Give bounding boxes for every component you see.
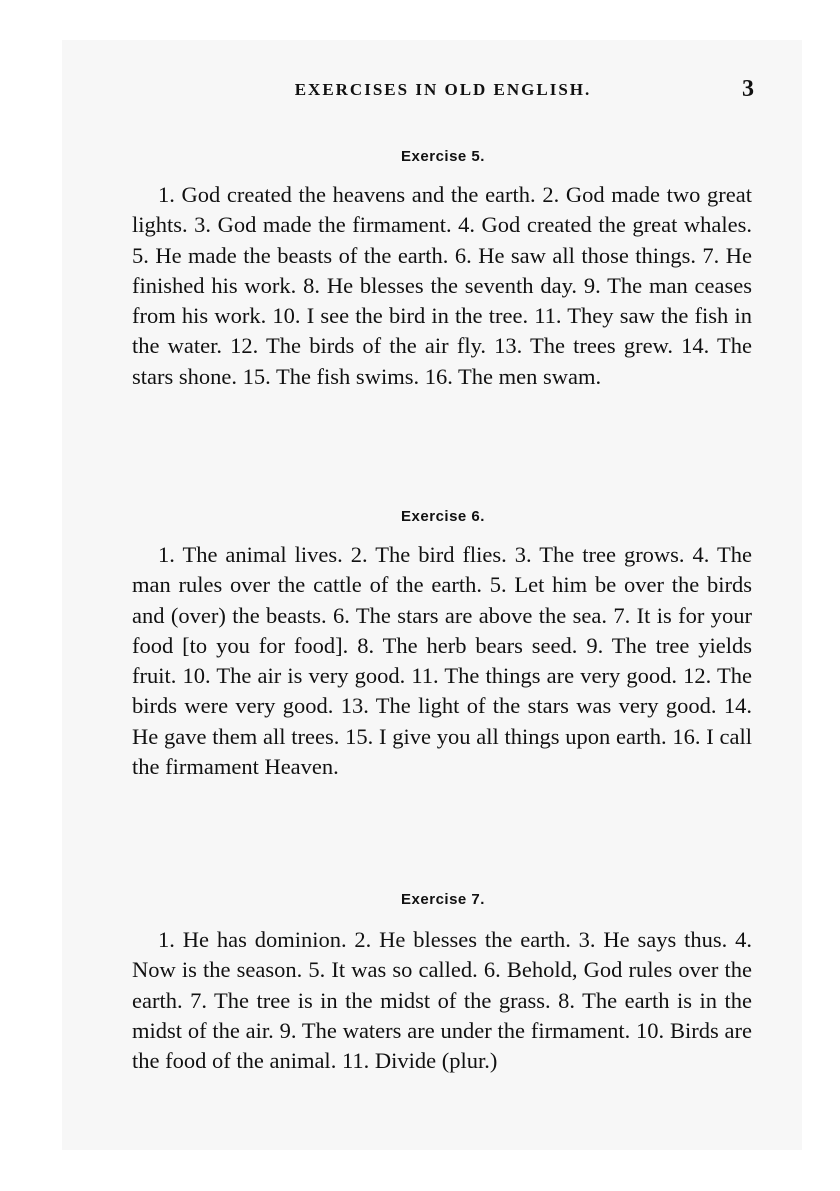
running-title: EXERCISES IN OLD ENGLISH. — [294, 80, 592, 99]
exercise-5-heading: Exercise 5. — [401, 148, 485, 165]
exercise-7-heading: Exercise 7. — [401, 891, 485, 908]
exercise-7-text: 1. He has dominion. 2. He blesses the earth. 3. He says thus. 4. Now is the season. 5. It was so called. 6. Behold, God rules over the earth. 7. The tree is in the midst of the grass. 8. The earth is in the midst of the air. 9. The waters are under the firmament. 10. Birds are the food of the animal. 11. Divide (plur.) — [132, 927, 752, 1074]
exercise-6-text: 1. The animal lives. 2. The bird flies. 3. The tree grows. 4. The man rules over the cattle of the earth. 5. Let him be over the birds and (over) the beasts. 6. The stars are above the sea. 7. It is for your food [to you for food]. 8. The herb bears seed. 9. The tree yields fruit. 10. The air is very good. 11. The things are very good. 12. The birds were very good. 13. The light of the stars was very good. 14. He gave them all trees. 15. I give you all things upon earth. 16. I call the firmament Heaven. — [132, 542, 752, 780]
exercise-6-heading: Exercise 6. — [401, 508, 485, 525]
exercise-5-text: 1. God created the heavens and the earth. 2. God made two great lights. 3. God made the firmament. 4. God created the great whales. 5. He made the beasts of the earth. 6. He saw all those things. 7. He finished his work. 8. He blesses the seventh day. 9. The man ceases from his work. 10. I see the bird in the tree. 11. They saw the fish in the water. 12. The birds of the air fly. 13. The trees grew. 14. The stars shone. 15. The fish swims. 16. The men swam. — [132, 182, 752, 389]
running-head — [132, 76, 754, 110]
page-number: 3 — [742, 76, 754, 102]
